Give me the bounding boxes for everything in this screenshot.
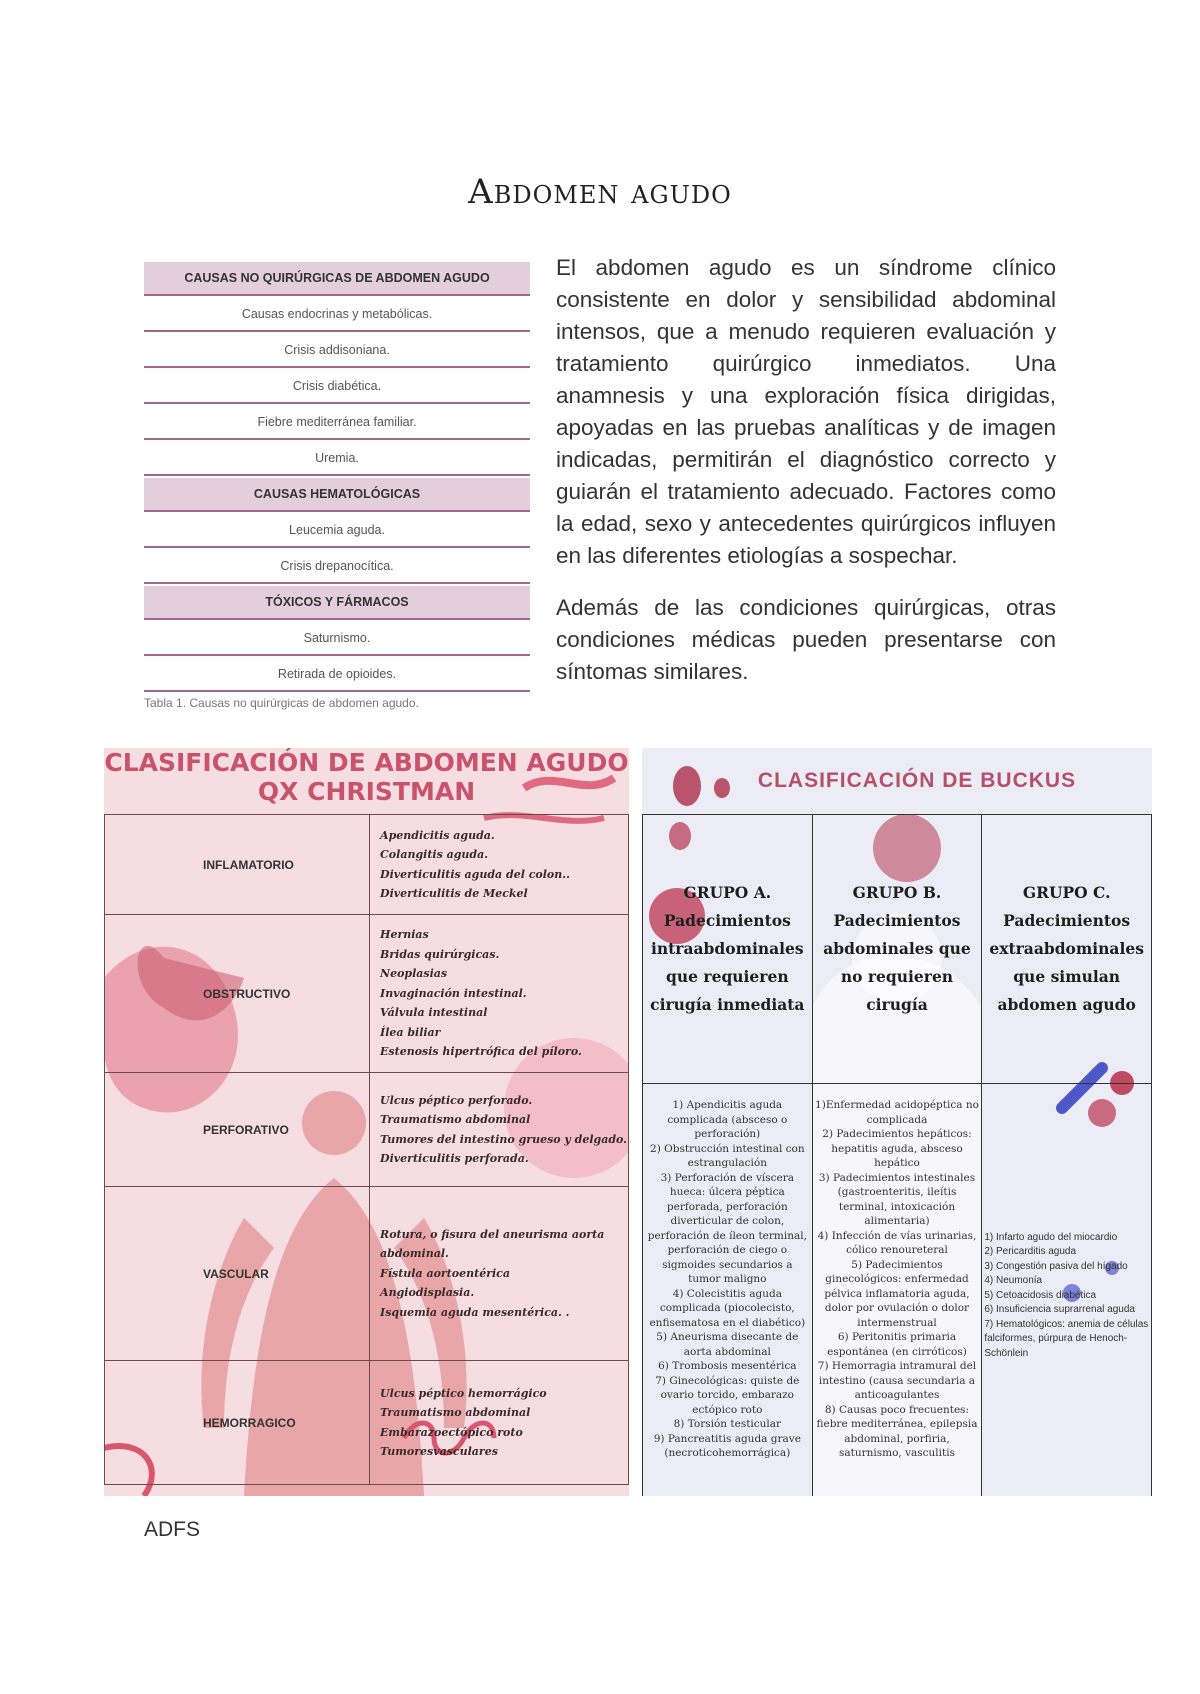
buckus-item: 5) Cetoacidosis diabética [984,1289,1097,1301]
buckus-group-desc: Padecimientos extraabdominales que simulan abdomen agudo [989,911,1144,1014]
christman-category: HEMORRAGICO [105,1361,370,1485]
buckus-group-headers [643,815,1152,1084]
buckus-item: 6) Trombosis mesentérica [658,1360,797,1372]
buckus-title: CLASIFICACIÓN DE BUCKUS [757,769,1077,792]
christman-item: Angiodisplasia. [380,1286,475,1300]
christman-category: VASCULAR [105,1187,370,1361]
causes-section-header: TÓXICOS Y FÁRMACOS [144,586,530,620]
christman-items [370,1073,629,1187]
christman-row [105,815,629,915]
buckus-group-name: GRUPO B. [852,883,942,902]
buckus-item: 7) Ginecológicas: quiste de ovario torcido, embarazo ectópico roto [655,1374,800,1416]
buckus-group-name: GRUPO A. [683,883,772,902]
christman-category: OBSTRUCTIVO [105,915,370,1073]
christman-item: abdominal. [380,1247,449,1261]
table-caption: Tabla 1. Causas no quirúrgicas de abdomen agudo. [144,696,419,710]
buckus-item: 6) Peritonitis primaria espontánea (en cirróticos) [827,1331,967,1358]
christman-item: Neoplasias [380,967,448,981]
buckus-item: 3) Perforación de víscera hueca: úlcera péptica perforada, perforación diverticular de colon, perforación de íleon terminal, perforación de ciego o sigmoides secundarios a tumor maligno [647,1171,807,1285]
christman-item: Válvula intestinal [380,1006,488,1020]
buckus-group-header [643,815,813,1084]
buckus-group-header [982,815,1152,1084]
causes-section-header: CAUSAS NO QUIRÚRGICAS DE ABDOMEN AGUDO [144,262,530,296]
christman-items [370,915,629,1073]
christman-item: Embarazoectópico roto [380,1425,523,1439]
buckus-item: 8) Causas poco frecuentes: fiebre mediterránea, epilepsia abdominal, porfiria, saturnismo, vasculitis [816,1403,978,1459]
buckus-item: 2) Padecimientos hepáticos: hepatitis aguda, absceso hepático [822,1128,972,1169]
intro-text [556,252,1056,708]
buckus-item: 9) Pancreatitis aguda grave (necroticohemorrágica) [653,1432,801,1459]
christman-item: Estenosis hipertrófica del píloro. [380,1045,582,1059]
christman-item: Apendicitis aguda. [380,828,495,842]
christman-item: Bridas quirúrgicas. [380,947,500,961]
page-title: Abdomen agudo [468,172,732,212]
christman-item: Diverticulitis aguda del colon.. [380,867,570,881]
intro-paragraph-1: El abdomen agudo es un síndrome clínico consistente en dolor y sensibilidad abdominal intensos, que a menudo requieren evaluación y tratamiento quirúrgico inmediatos. Una anamnesis y una exploración física dirigidas, apoyadas en las pruebas analíticas y de imagen indicadas, permitirán el diagnóstico correcto y guiarán el tratamiento adecuado. Factores como la edad, sexo y antecedentes quirúrgicos influyen en las diferentes etiologías a sospechar. [556,255,1056,568]
intro-paragraph-2: Además de las condiciones quirúrgicas, otras condiciones médicas pueden presentarse con síntomas similares. [556,595,1056,684]
christman-item: Fístula aortoentérica [380,1266,510,1280]
buckus-group-header [812,815,982,1084]
christman-card [104,748,629,1496]
christman-row [105,1361,629,1485]
buckus-item: 7) Hemorragia intramural del intestino (causa secundaria a anticoagulantes [817,1360,977,1401]
buckus-group-name: GRUPO C. [1022,883,1111,902]
christman-item: Traumatismo abdominal [380,1113,531,1126]
buckus-group-list [812,1084,982,1497]
buckus-table [642,814,1152,1496]
christman-item: Tumores del intestino grueso y delgado. [380,1132,627,1146]
christman-row [105,1187,629,1361]
buckus-item: 3) Congestión pasiva del hígado [984,1260,1128,1272]
christman-item: Ulcus péptico perforado. [380,1093,533,1107]
christman-item: Ílea biliar [380,1025,441,1039]
christman-item: Colangitis aguda. [380,848,489,861]
buckus-item: 7) Hematológicos: anemia de células falciformes, púrpura de Henoch-Schönlein [984,1318,1149,1359]
buckus-item: 2) Obstrucción intestinal con estrangulación [650,1142,805,1169]
causes-row: Crisis diabética. [144,370,530,404]
buckus-group-desc: Padecimientos abdominales que no requieren cirugía [823,911,971,1014]
buckus-item: 6) Insuficiencia suprarrenal aguda [984,1304,1135,1316]
christman-category: INFLAMATORIO [105,815,370,915]
christman-item: Diverticulitis de Meckel [380,887,528,900]
christman-item: Rotura, o fisura del aneurisma aorta [380,1227,605,1241]
buckus-group-list [643,1084,813,1497]
causes-row: Uremia. [144,442,530,476]
causes-table [144,262,530,694]
christman-item: Isquemia aguda mesentérica. . [380,1305,570,1319]
christman-item: Tumoresvasculares [380,1445,498,1458]
christman-item: Diverticulitis perforada. [380,1152,529,1165]
buckus-item: 4) Infección de vías urinarias, cólico renoureteral [817,1229,977,1256]
causes-row: Crisis addisoniana. [144,334,530,368]
buckus-group-list [982,1084,1152,1497]
causes-row: Retirada de opioides. [144,658,530,692]
christman-table [104,814,629,1485]
christman-items [370,815,629,915]
causes-section-header: CAUSAS HEMATOLÓGICAS [144,478,530,512]
buckus-item: 5) Aneurisma disecante de aorta abdominal [656,1331,799,1358]
buckus-item: 1) Infarto agudo del miocardio [984,1231,1118,1243]
buckus-item: 4) Neumonía [984,1275,1043,1287]
causes-row: Saturnismo. [144,622,530,656]
causes-row: Fiebre mediterránea familiar. [144,406,530,440]
causes-row: Crisis drepanocítica. [144,550,530,584]
causes-row: Causas endocrinas y metabólicas. [144,298,530,332]
footer-note: ADFS [144,1518,201,1541]
christman-row [105,915,629,1073]
buckus-item: 1)Enfermedad acidopéptica no complicada [815,1099,979,1126]
christman-row [105,1073,629,1187]
buckus-item: 8) Torsión testicular [673,1418,782,1430]
buckus-item: 1) Apendicitis aguda complicada (absceso o perforación) [667,1099,788,1140]
buckus-card [642,748,1152,1496]
christman-item: Ulcus péptico hemorrágico [380,1386,547,1400]
christman-item: Traumatismo abdominal [380,1406,531,1419]
buckus-item: 2) Pericarditis aguda [984,1246,1077,1258]
buckus-item: 5) Padecimientos ginecológicos: enfermedad pélvica inflamatoria aguda, dolor por ovulación o dolor intermenstrual [824,1258,970,1329]
christman-item: Hernias [380,928,429,942]
buckus-group-items [643,1084,1152,1497]
christman-item: Invaginación intestinal. [380,986,527,1000]
buckus-item: 4) Colecistitis aguda complicada (piocolecisto, enfisematosa en el diabético) [649,1287,806,1329]
buckus-item: 3) Padecimientos intestinales (gastroenteritis, ileítis terminal, intoxicación alimentaria) [818,1171,976,1227]
christman-category: PERFORATIVO [105,1073,370,1187]
christman-title: CLASIFICACIÓN DE ABDOMEN AGUDO QX CHRISTMAN [104,748,629,806]
causes-row: Leucemia aguda. [144,514,530,548]
christman-items [370,1187,629,1361]
buckus-group-desc: Padecimientos intraabdominales que requieren cirugía inmediata [650,911,805,1014]
christman-items [370,1361,629,1485]
